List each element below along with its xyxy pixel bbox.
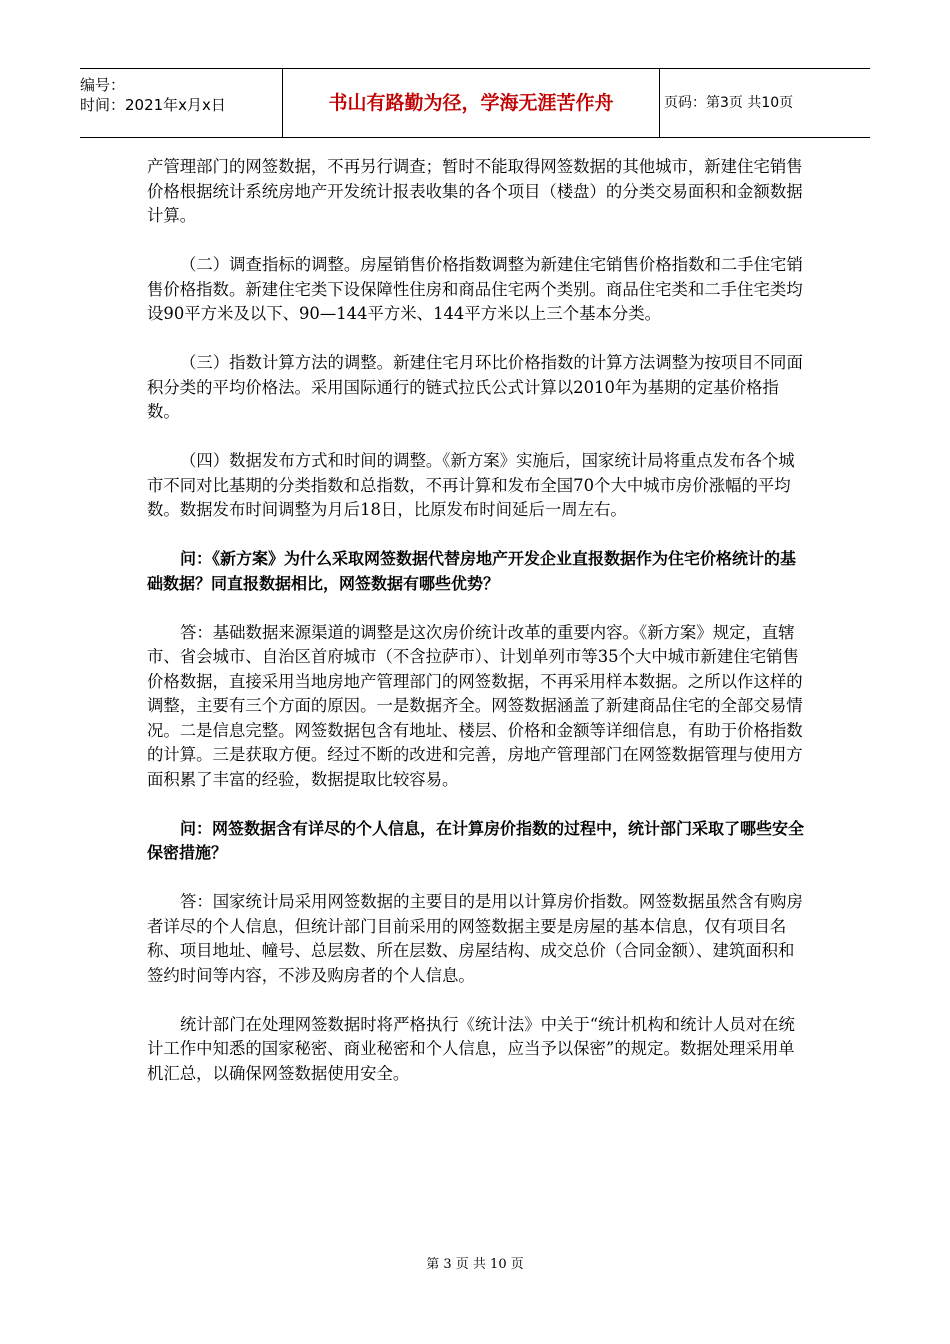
paragraph-calculation-method: （三）指数计算方法的调整。新建住宅月环比价格指数的计算方法调整为按项目不同面积分类的平均价格法。采用国际通行的链式拉氏公式计算以2010年为基期的定基价格指数。 — [147, 353, 803, 421]
header-left — [80, 69, 280, 143]
number-label: 编号： — [80, 76, 126, 94]
answer-paragraph-1: 答：基础数据来源渠道的调整是这次房价统计改革的重要内容。《新方案》规定，直辖市、省会城市、自治区首府城市（不含拉萨市）、计划单列市等35个大中城市新建住宅销售价格数据，直接采用当地房地产管理部门的网签数据，不再采用样本数据。之所以作这样的调整，主要有三个方面的原因。一是数据齐全。网签数据涵盖了新建商品住宅的全部交易情况。二是信息完整。网签数据包含有地址、楼层、价格和金额等详细信息，有助于价格指数的计算。三是获取方便。经过不断的改进和完善，房地产管理部门在网签数据管理与使用方面积累了丰富的经验，数据提取比较容易。 — [147, 622, 803, 789]
page-footer: 第 3 页 共 10 页 — [426, 1257, 524, 1272]
paragraph-continuation: 产管理部门的网签数据，不再另行调查；暂时不能取得网签数据的其他城市，新建住宅销售价格根据统计系统房地产开发统计报表收集的各个项目（楼盘）的分类交易面积和金额数据计算。 — [147, 157, 803, 225]
date-label: 时间：2021年x月x日 — [80, 96, 226, 114]
answer-paragraph-2: 答：国家统计局采用网签数据的主要目的是用以计算房价指数。网签数据虽然含有购房者详尽的个人信息，但统计部门目前采用的网签数据主要是房屋的基本信息，仅有项目名称、项目地址、幢号、总层数、所在层数、房屋结构、成交总价（合同金额）、建筑面积和签约时间等内容，不涉及购房者的个人信息。 — [147, 892, 803, 985]
header-page-info: 页码：第3页 共10页 — [664, 95, 794, 111]
paragraph-release-method: （四）数据发布方式和时间的调整。《新方案》实施后，国家统计局将重点发布各个城市不同对比基期的分类指数和总指数，不再计算和发布全国70个大中城市房价涨幅的平均数。数据发布时间调整为月后18日，比原发布时间延后一周左右。 — [147, 451, 795, 519]
document-body — [147, 155, 807, 1111]
page-header — [80, 68, 870, 138]
paragraph-confidentiality: 统计部门在处理网签数据时将严格执行《统计法》中关于“统计机构和统计人员对在统计工作中知悉的国家秘密、商业秘密和个人信息，应当予以保密”的规定。数据处理采用单机汇总，以确保网签数据使用安全。 — [147, 1014, 795, 1083]
question-heading-1: 问：《新方案》为什么采取网签数据代替房地产开发企业直报数据作为住宅价格统计的基础数据？同直报数据相比，网签数据有哪些优势？ — [147, 549, 797, 593]
question-heading-2: 问：网签数据含有详尽的个人信息，在计算房价指数的过程中，统计部门采取了哪些安全保密措施？ — [147, 818, 805, 862]
header-slogan: 书山有路勤为径，学海无涯苦作舟 — [282, 69, 660, 137]
paragraph-survey-indicators: （二）调查指标的调整。房屋销售价格指数调整为新建住宅销售价格指数和二手住宅销售价格指数。新建住宅类下设保障性住房和商品住宅两个类别。商品住宅类和二手住宅类均设90平方米及以下、90—144平方米、144平方米以上三个基本分类。 — [147, 255, 803, 323]
